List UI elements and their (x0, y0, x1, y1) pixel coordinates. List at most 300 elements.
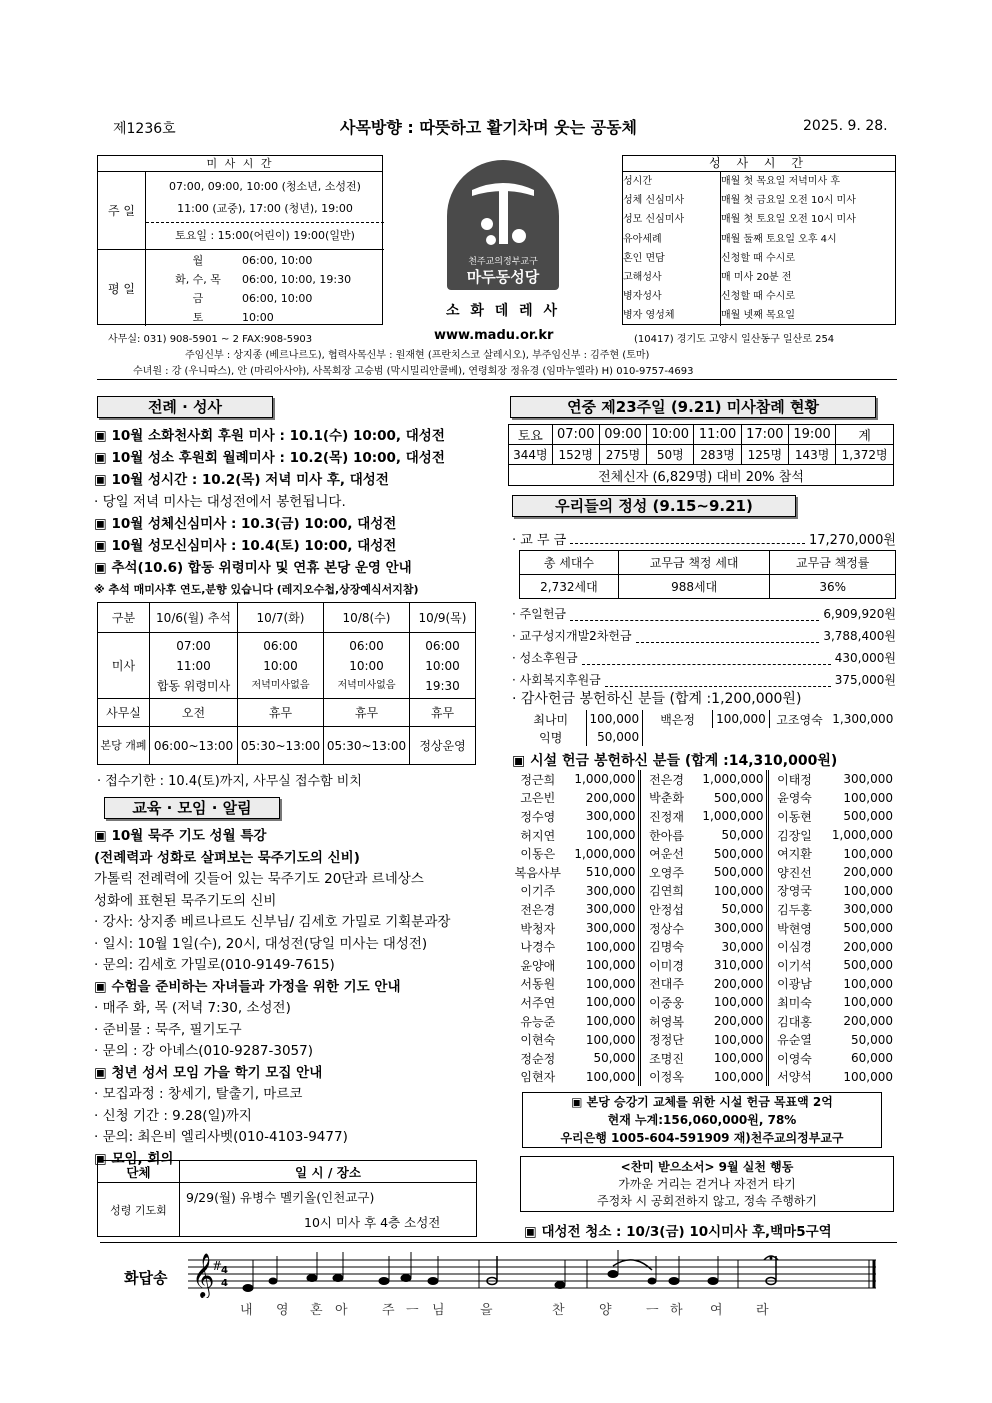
donor-name: 박현영 (777, 921, 812, 936)
donor-amount: 100,000 (564, 826, 640, 845)
edu-heading: ▣ 청년 성서 모임 가을 학기 모집 안내 (94, 1063, 494, 1085)
donor-name: 이기주 (520, 884, 556, 899)
mass-time: 06:00 (263, 638, 298, 653)
fee-header: 교무금 책정 세대 (618, 551, 770, 575)
attendance-header: 토요 (509, 425, 553, 445)
edu-bullet: · 문의 : 강 아녜스(010-9287-3057) (94, 1043, 314, 1059)
meeting-table (97, 1160, 477, 1237)
facility-donor-row (512, 882, 896, 901)
sacrament-time: 신청할 때 수시로 (721, 252, 795, 264)
donor-name: 여지환 (777, 847, 812, 862)
practice-title: <찬미 받으소서> 9월 실천 행동 (620, 1160, 794, 1174)
donor-amount: 50,000 (692, 900, 768, 919)
sacrament-name: 고해성사 (623, 272, 662, 284)
goal-line: ▣ 본당 승강기 교체를 위한 시설 헌금 목표액 2억 (571, 1095, 833, 1109)
weekday-time: 06:00, 10:00, 19:30 (242, 273, 352, 286)
donor-name: 이정옥 (649, 1070, 684, 1085)
open-hours: 05:30~13:00 (238, 727, 324, 765)
attendance-table (508, 424, 894, 486)
psalm-divider (100, 1242, 897, 1243)
attendance-header: 19:00 (788, 425, 835, 445)
edu-heading: ▣ 모임, 회의 (94, 1149, 494, 1171)
liturgy-item: ▣ 10월 성소 후원회 월례미사 : 10.2(목) 10:00, 대성전 (94, 447, 445, 469)
office-status: 휴무 (324, 699, 410, 727)
offering-row (512, 647, 896, 669)
goal-line: 현재 누계:156,060,000원, 78% (607, 1113, 797, 1127)
donor-name: 나경수 (520, 940, 556, 955)
header-divider (97, 379, 897, 380)
donor-name: 서양석 (777, 1070, 812, 1085)
attendance-summary: 전체신자 (6,829명) 대비 20% 참석 (509, 465, 894, 486)
facility-title: ▣ 시설 헌금 봉헌하신 분들 (합계 :14,310,000원) (512, 753, 838, 769)
table-header: 구분 (98, 603, 150, 633)
donor-amount: 100,000 (843, 883, 893, 898)
donor-amount: 100,000 (692, 993, 768, 1012)
donor-name: 안정섭 (649, 902, 684, 917)
edu-subheading: (전례력과 성화로 살펴보는 묵주기도의 신비) (94, 849, 360, 866)
sacrament-time: 신청할 때 수시로 (721, 291, 795, 303)
donor-amount: 50,000 (692, 826, 768, 845)
lyric-syllable: ㅡ (646, 1303, 659, 1318)
patron-saint: 소 화 데 레 사 (445, 303, 561, 319)
donor-amount: 300,000 (843, 902, 893, 917)
donor-amount: 100,000 (713, 710, 770, 728)
priests-info: 주임신부 : 상지종 (베르나르도), 협력사목신부 : 원재현 (프란치스코 살레시오), 부주임신부 : 김주현 (토마) (185, 350, 650, 361)
facility-donor-row (512, 770, 896, 789)
donor-amount: 1,000,000 (692, 807, 768, 826)
donor-name: 조명진 (649, 1051, 684, 1066)
mass-time: 07:00 (176, 638, 211, 653)
lyric-syllable: 라 (756, 1303, 769, 1318)
sunday-label: 주 일 (98, 172, 146, 250)
donor-amount: 50,000 (564, 1049, 640, 1068)
donor-name: 장영국 (777, 884, 812, 899)
donor-name: 고은빈 (520, 791, 556, 806)
donor-name: 서동원 (520, 977, 556, 992)
donor-name: 정정단 (649, 1033, 684, 1048)
sacrament-time: 매월 둘째 토요일 오후 4시 (721, 233, 837, 245)
facility-donors-table (512, 770, 896, 1086)
liturgy-section-title: 전례 · 성사 (97, 396, 273, 418)
donor-amount: 1,000,000 (564, 770, 640, 789)
staff-info: 수녀원 : 강 (우니따스), 안 (마리아사야), 사목회장 고승범 (막시밀리안콜베), 연령회장 정유경 (임마누엘라) H) 010-9757-4693 (133, 366, 694, 377)
donor-amount: 310,000 (692, 956, 768, 975)
donor-amount: 300,000 (843, 772, 893, 787)
mass-time: 10:00 (263, 658, 298, 673)
website-link[interactable]: www.madu.or.kr (434, 328, 554, 343)
donor-amount: 50,000 (586, 728, 643, 746)
offering-label: · 사회복지후원금 (512, 673, 601, 687)
saturday-times: 토요일 : 15:00(어린이) 19:00(일반) (146, 226, 384, 250)
donor-name: 유순열 (777, 1033, 812, 1048)
donor-name: 윤영숙 (777, 791, 812, 806)
practice-item: 주정차 시 공회전하지 않고, 정속 주행하기 (597, 1194, 817, 1208)
weekday-time: 06:00, 10:00 (242, 292, 313, 305)
attendance-value: 1,372명 (836, 445, 894, 465)
lyric-syllable: 을 (480, 1303, 493, 1318)
issue-number: 제1236호 (113, 121, 176, 137)
donor-amount: 100,000 (564, 1068, 640, 1087)
open-hours: 05:30~13:00 (324, 727, 410, 765)
sacrament-name: 병자성사 (623, 291, 662, 303)
weekday-time: 10:00 (242, 311, 274, 324)
lyric-syllable: 혼 (310, 1303, 323, 1318)
svg-text:4: 4 (221, 1278, 228, 1289)
donor-name: 이중웅 (649, 995, 684, 1010)
facility-donor-row (512, 956, 896, 975)
attendance-value: 283명 (694, 445, 741, 465)
donor-amount: 100,000 (564, 956, 640, 975)
attendance-value: 152명 (552, 445, 599, 465)
donor-amount: 100,000 (843, 846, 893, 861)
meeting-date: 9/29(월) 유병수 멜키올(인천교구) (186, 1189, 375, 1205)
table-header: 일 시 / 장소 (180, 1161, 477, 1183)
mass-time: 10:00 (425, 658, 460, 673)
weekday-day: 월 (192, 254, 204, 267)
lyric-syllable: 하 (670, 1303, 683, 1318)
lyric-syllable: 주 (382, 1303, 395, 1318)
table-header: 10/7(화) (238, 603, 324, 633)
facility-donor-row (512, 807, 896, 826)
psalm-label: 화답송 (124, 1269, 168, 1287)
donor-name: 박청자 (520, 921, 556, 936)
practice-box (520, 1156, 894, 1212)
sacrament-times-box (622, 155, 896, 325)
facility-donor-row (512, 826, 896, 845)
edu-bullet: · 신청 기간 : 9.28(일)까지 (94, 1107, 252, 1124)
donor-amount: 100,000 (564, 937, 640, 956)
donor-name: 양진선 (777, 865, 812, 880)
parish-fee-amount: 17,270,000원 (809, 533, 896, 548)
psalm-lyrics (240, 1299, 780, 1317)
sacrament-name: 성시간 (623, 176, 652, 187)
donor-name: 최나미 (516, 710, 586, 728)
donor-amount: 200,000 (564, 789, 640, 808)
edu-bullet: · 강사: 상지종 베르나르도 신부님/ 김세호 가밀로 기획분과장 (94, 914, 451, 930)
donor-name: 허지연 (520, 828, 556, 843)
attendance-header: 계 (836, 425, 894, 445)
sacrament-name: 성체 신심미사 (623, 195, 685, 207)
donor-name: 유능준 (520, 1014, 556, 1029)
thanks-table (516, 710, 896, 746)
donor-amount: 100,000 (692, 1030, 768, 1049)
mass-time: 저녁미사없음 (337, 679, 396, 691)
table-header: 10/8(수) (324, 603, 410, 633)
donor-amount: 300,000 (564, 919, 640, 938)
attendance-header: 10:00 (647, 425, 694, 445)
donor-amount: 30,000 (692, 937, 768, 956)
table-header: 10/9(목) (410, 603, 476, 633)
lyric-syllable: 님 (432, 1303, 445, 1318)
offering-amount: 6,909,920원 (823, 607, 896, 621)
donor-amount: 100,000 (843, 976, 893, 991)
sacrament-time: 매월 첫 금요일 오전 10시 미사 (721, 195, 856, 207)
donor-name: 진정재 (649, 809, 684, 824)
lyric-syllable: 여 (710, 1303, 723, 1318)
edu-bullet: · 문의: 김세호 가밀로(010-9149-7615) (94, 957, 335, 973)
parish-motto: 사목방향 : 따뜻하고 활기차며 웃는 공동체 (340, 118, 638, 137)
donor-name: 김명숙 (649, 940, 684, 955)
donor-name: 김두홍 (777, 902, 812, 917)
donor-amount: 500,000 (692, 844, 768, 863)
elevator-goal-box (522, 1092, 882, 1148)
donor-name: 여운선 (649, 847, 684, 862)
donor-amount: 500,000 (692, 789, 768, 808)
mass-times-title: 미 사 시 간 (98, 156, 382, 172)
open-hours: 06:00~13:00 (150, 727, 238, 765)
liturgy-item: ▣ 10월 성체신심미사 : 10.3(금) 10:00, 대성전 (94, 513, 445, 535)
lyric-syllable: 내 (240, 1303, 253, 1318)
office-status: 휴무 (238, 699, 324, 727)
attendance-title: 연중 제23주일 (9.21) 미사참례 현황 (510, 396, 876, 418)
lyric-syllable: 양 (599, 1303, 612, 1318)
facility-donor-row (512, 789, 896, 808)
sacrament-name: 병자 영성체 (623, 310, 675, 322)
mass-time: 11:00 (176, 658, 211, 673)
meeting-group: 성령 기도회 (98, 1183, 180, 1237)
cross-icon (447, 160, 559, 250)
donor-amount: 500,000 (843, 809, 893, 824)
donor-name: 이영숙 (777, 1051, 812, 1066)
donor-amount: 1,000,000 (831, 828, 893, 843)
donor-name: 최미숙 (777, 995, 812, 1010)
donor-name: 복음사부 (514, 865, 561, 880)
liturgy-item: ▣ 10월 소화천사회 후원 미사 : 10.1(수) 10:00, 대성전 (94, 425, 445, 447)
donor-name: 김대홍 (777, 1014, 812, 1029)
donor-amount: 200,000 (843, 1014, 893, 1029)
edu-bullet: · 문의: 최은비 엘리사벳(010-4103-9477) (94, 1129, 348, 1145)
sacrament-time: 매월 첫 토요일 오전 10시 미사 (721, 214, 856, 226)
donor-amount: 100,000 (564, 975, 640, 994)
fee-value: 36% (770, 575, 896, 599)
donor-name: 이현숙 (520, 1033, 556, 1048)
treble-clef-icon: 𝄞 (192, 1253, 215, 1297)
donor-name: 서주연 (520, 995, 556, 1010)
edu-bullet: · 준비물 : 묵주, 필기도구 (94, 1021, 242, 1038)
facility-donor-row (512, 937, 896, 956)
attendance-value: 143명 (788, 445, 835, 465)
offering-title: 우리들의 정성 (9.15~9.21) (512, 495, 796, 517)
sacrament-name: 혼인 면담 (623, 252, 665, 264)
practice-item: 가까운 거리는 걷거나 자전거 타기 (618, 1177, 796, 1191)
donor-name: 이미경 (649, 958, 684, 973)
weekday-day: 토 (192, 311, 204, 324)
facility-donor-row (512, 844, 896, 863)
edu-bullet: · 일시: 10월 1일(수), 20시, 대성전(당일 미사는 대성전) (94, 935, 428, 952)
svg-text:4: 4 (221, 1265, 228, 1276)
sacrament-time: 매월 넷째 목요일 (721, 310, 795, 322)
fee-value: 988세대 (618, 575, 770, 599)
donor-amount: 100,000 (692, 1068, 768, 1087)
donor-amount: 200,000 (843, 939, 893, 954)
parish-name: 마두동성당 (466, 268, 540, 286)
fee-header: 교무금 책정률 (770, 551, 896, 575)
offering-amount: 430,000원 (834, 651, 896, 665)
mass-times-box (97, 155, 383, 325)
offering-label: · 주일헌금 (512, 607, 566, 621)
lyric-syllable: ㅡ (406, 1303, 419, 1318)
bulletin-date: 2025. 9. 28. (803, 118, 888, 134)
donor-name: 이광남 (777, 977, 812, 992)
deadline-note: · 접수기한 : 10.4(토)까지, 사무실 접수함 비치 (97, 774, 362, 789)
donor-name: 이기석 (777, 958, 812, 973)
donor-name: 한아름 (649, 828, 684, 843)
donor-name: 정수영 (520, 809, 556, 824)
offering-label: · 성소후원금 (512, 651, 578, 665)
offering-row (512, 625, 896, 647)
facility-donor-row (512, 1049, 896, 1068)
donor-amount: 300,000 (564, 882, 640, 901)
fee-value: 2,732세대 (520, 575, 619, 599)
svg-text:#: # (212, 1259, 223, 1273)
mass-time: 합동 위령미사 (156, 678, 231, 693)
office-phone: 사무실: 031) 908-5901 ~ 2 FAX:908-5903 (108, 334, 313, 345)
mass-time: 저녁미사없음 (251, 679, 310, 691)
donor-name: 정순정 (520, 1051, 556, 1066)
donor-amount: 200,000 (843, 865, 893, 880)
donor-amount: 100,000 (564, 993, 640, 1012)
attendance-value: 125명 (741, 445, 788, 465)
sunday-times-1: 07:00, 09:00, 10:00 (청소년, 소성전) (169, 180, 361, 193)
donor-amount: 500,000 (843, 958, 893, 973)
donor-name: 임현자 (520, 1070, 556, 1085)
edu-heading: ▣ 수험을 준비하는 자녀들과 가정을 위한 기도 안내 (94, 977, 494, 999)
donor-amount: 100,000 (692, 1049, 768, 1068)
liturgy-item: ▣ 10월 성시간 : 10.2(목) 저녁 미사 후, 대성전 (94, 469, 445, 491)
attendance-value: 344명 (509, 445, 553, 465)
sunday-times-2: 11:00 (교중), 17:00 (청년), 19:00 (177, 202, 353, 215)
chuseok-note: ※ 추석 매미사후 연도,분향 있습니다 (레지오수첩,상장예식서지참) (94, 583, 419, 596)
donor-name: 전은경 (520, 902, 556, 917)
donor-name: 김장일 (777, 828, 812, 843)
parish-logo (447, 160, 559, 290)
offering-label: · 교구성지개발2차헌금 (512, 629, 632, 643)
lyric-syllable: 찬 (552, 1303, 565, 1318)
donor-amount: 50,000 (851, 1032, 893, 1047)
donor-name: 전은경 (649, 772, 684, 787)
row-label: 미사 (98, 633, 150, 699)
attendance-header: 17:00 (741, 425, 788, 445)
facility-donor-row (512, 863, 896, 882)
attendance-value: 50명 (647, 445, 694, 465)
donor-name: 이동은 (520, 847, 556, 862)
donor-amount: 500,000 (843, 921, 893, 936)
sacrament-name: 유아세례 (623, 233, 662, 245)
thanks-title: · 감사헌금 봉헌하신 분들 (합계 :1,200,000원) (512, 691, 802, 707)
donor-name: 박춘화 (649, 791, 684, 806)
bank-account: 우리은행 1005-604-591909 재)천주교의정부교구 (560, 1131, 844, 1145)
donor-amount: 100,000 (843, 995, 893, 1010)
attendance-header: 07:00 (552, 425, 599, 445)
table-header: 단체 (98, 1161, 180, 1183)
sacrament-time: 매 미사 20분 전 (721, 272, 792, 284)
donor-amount: 300,000 (564, 900, 640, 919)
donor-name: 이태정 (777, 772, 812, 787)
facility-donor-row (512, 1068, 896, 1087)
donor-name: 이동현 (777, 809, 812, 824)
mass-time: 10:00 (349, 658, 384, 673)
sacrament-name: 성모 신심미사 (623, 214, 685, 226)
offering-amount: 3,788,400원 (823, 629, 896, 643)
mass-time: 19:30 (425, 678, 460, 693)
weekday-label: 평 일 (98, 250, 146, 326)
sacrament-time: 매월 첫 목요일 저녁미사 후 (721, 176, 840, 187)
donor-name: 이심경 (777, 940, 812, 955)
donor-amount: 1,300,000 (832, 712, 894, 726)
donor-amount: 100,000 (586, 710, 643, 728)
fee-header: 총 세대수 (520, 551, 619, 575)
offering-row (512, 603, 896, 625)
edu-text: 성화에 표현된 묵주기도의 신비 (94, 892, 277, 909)
facility-donor-row (512, 900, 896, 919)
donor-amount: 510,000 (564, 863, 640, 882)
donor-amount: 60,000 (851, 1051, 893, 1066)
row-label: 본당 개폐 (98, 727, 150, 765)
table-header: 10/6(월) 추석 (150, 603, 238, 633)
office-status: 오전 (150, 699, 238, 727)
facility-donor-row (512, 975, 896, 994)
donor-amount: 200,000 (692, 1012, 768, 1031)
weekday-day: 금 (192, 292, 204, 305)
liturgy-item: ▣ 10월 성모신심미사 : 10.4(토) 10:00, 대성전 (94, 535, 445, 557)
parish-fee-row (512, 529, 896, 548)
edu-bullet: · 모집과정 : 창세기, 탈출기, 마르코 (94, 1086, 303, 1102)
attendance-header: 09:00 (599, 425, 646, 445)
mass-time: 06:00 (349, 638, 384, 653)
weekday-day: 화, 수, 목 (175, 273, 221, 286)
donor-name: 전대주 (649, 977, 684, 992)
donor-amount: 100,000 (692, 882, 768, 901)
donor-amount: 200,000 (692, 975, 768, 994)
donor-name: 고조영숙 (769, 710, 829, 728)
edu-text: 가톨릭 전례력에 깃들어 있는 묵주기도 20단과 르네상스 (94, 871, 424, 887)
donor-amount: 100,000 (564, 1012, 640, 1031)
facility-donor-row (512, 993, 896, 1012)
donor-amount: 300,000 (692, 919, 768, 938)
donor-amount: 1,000,000 (692, 770, 768, 789)
facility-donor-row (512, 919, 896, 938)
attendance-value: 275명 (599, 445, 646, 465)
parish-address: (10417) 경기도 고양시 일산동구 일산로 254 (634, 334, 835, 345)
donor-name: 허영복 (649, 1014, 684, 1029)
donor-amount: 300,000 (564, 807, 640, 826)
donor-name: 윤양애 (520, 958, 556, 973)
attendance-header: 11:00 (694, 425, 741, 445)
weekday-time: 06:00, 10:00 (242, 254, 313, 267)
diocese-name: 천주교의정부교구 (468, 257, 538, 267)
open-hours: 정상운영 (410, 727, 476, 765)
parish-fee-table (519, 550, 896, 599)
donor-name: 백은정 (643, 710, 713, 728)
edu-heading: ▣ 10월 묵주 기도 성월 특강 (94, 826, 494, 848)
facility-donor-row (512, 1030, 896, 1049)
lyric-syllable: 영 (276, 1303, 289, 1318)
facility-donor-row (512, 1012, 896, 1031)
lyric-syllable: 아 (335, 1303, 348, 1318)
parish-fee-label: · 교 무 금 (512, 533, 567, 548)
donor-name: 김연희 (649, 884, 684, 899)
row-label: 사무실 (98, 699, 150, 727)
sacrament-title: 성 사 시 간 (623, 156, 895, 172)
meeting-place: 10시 미사 후 4층 소성전 (304, 1214, 441, 1230)
mass-time: 06:00 (425, 638, 460, 653)
donor-amount: 100,000 (843, 790, 893, 805)
donor-name: 정근희 (520, 772, 556, 787)
liturgy-note: · 당일 저녁 미사는 대성전에서 봉헌됩니다. (94, 494, 346, 510)
edu-section-title: 교육 · 모임 · 알림 (104, 797, 280, 819)
donor-name: 오영주 (649, 865, 684, 880)
holiday-schedule-table (97, 602, 476, 765)
